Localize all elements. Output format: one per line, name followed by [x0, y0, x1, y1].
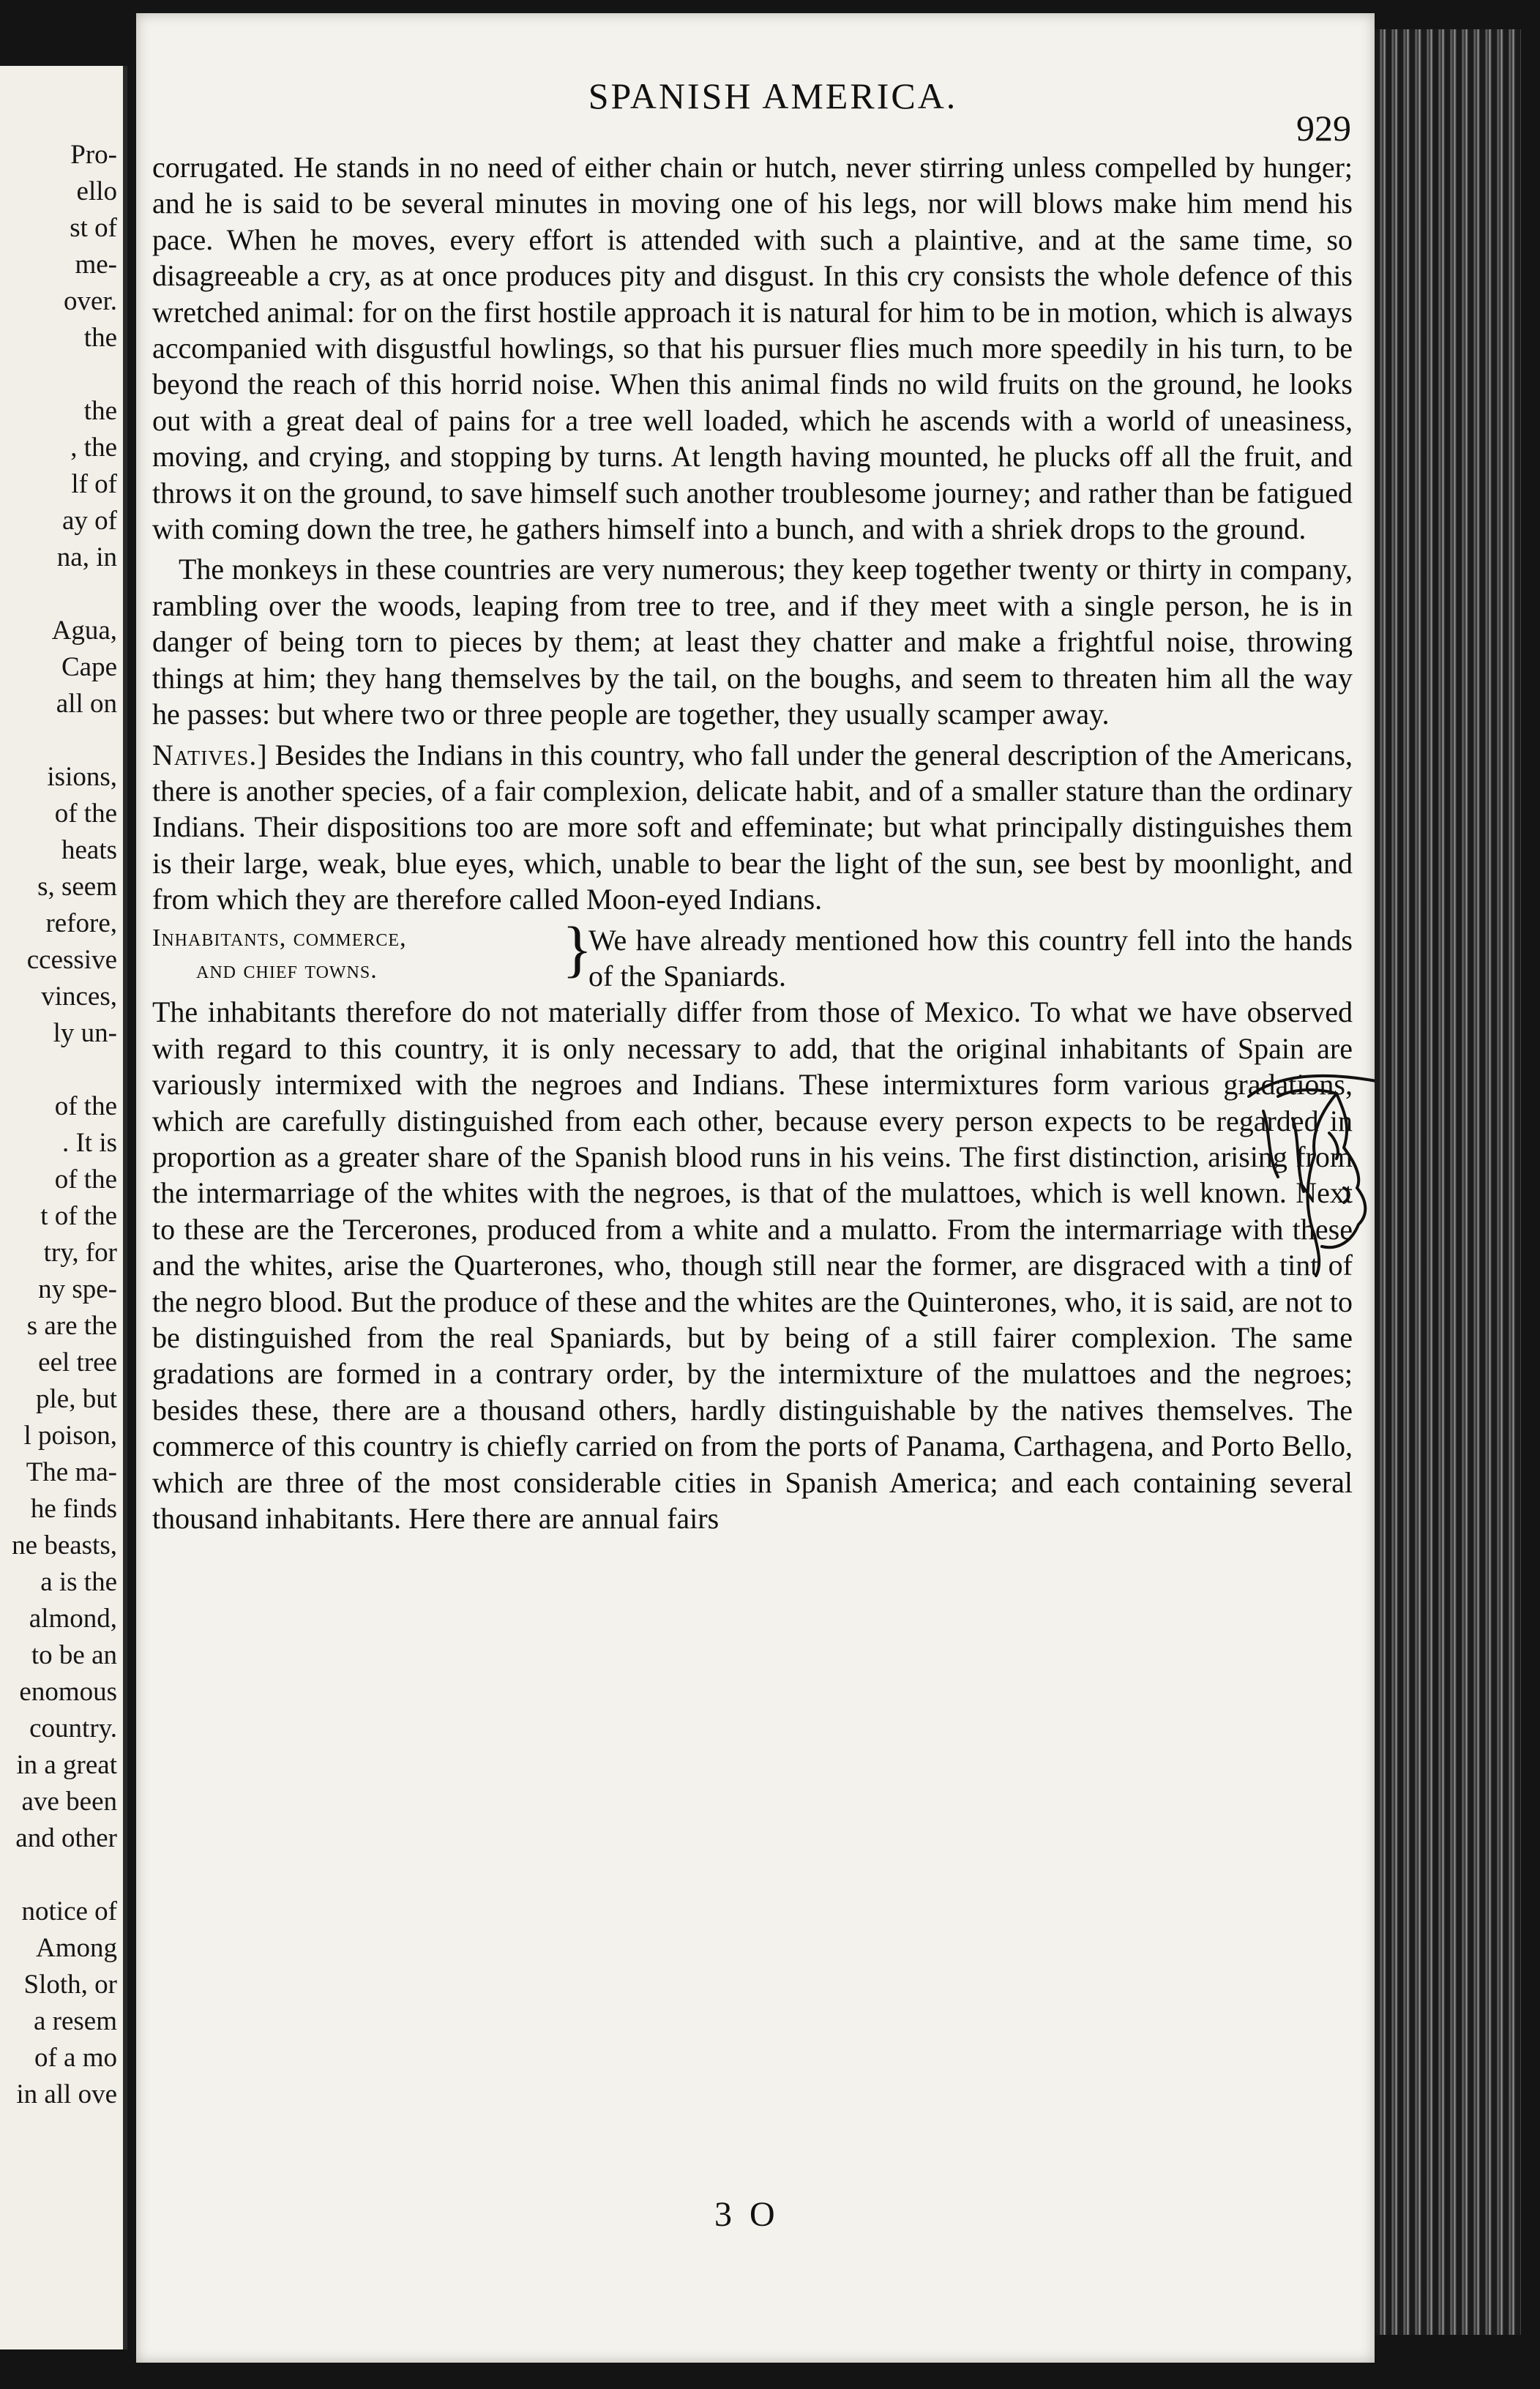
- facing-page-line: The ma-: [26, 1457, 117, 1487]
- facing-page-line: to be an: [31, 1640, 117, 1670]
- section-natives: [152, 737, 1353, 918]
- side-heading-line-2: and chief towns.: [196, 956, 378, 984]
- facing-page-line: of the: [54, 1164, 117, 1194]
- facing-page-line: na, in: [56, 542, 117, 572]
- book-page: [136, 13, 1375, 2363]
- facing-page-line: enomous: [19, 1677, 117, 1707]
- section-heading-natives: Natives.]: [152, 738, 268, 771]
- facing-page-line: t of the: [40, 1201, 117, 1231]
- facing-page-line: Agua,: [51, 616, 117, 646]
- section-inhabitants-heading: [152, 913, 1353, 995]
- facing-page-line: ne beasts,: [12, 1530, 117, 1560]
- facing-page-line: of the: [54, 1091, 117, 1121]
- facing-page-line: and other: [15, 1823, 117, 1853]
- facing-page-line: , the: [70, 433, 117, 463]
- facing-page-line: Among: [36, 1933, 117, 1963]
- facing-page-line: . It is: [61, 1128, 117, 1158]
- facing-page-line: s, seem: [37, 872, 117, 902]
- facing-page-line: lf of: [71, 469, 117, 499]
- facing-page-line: country.: [29, 1713, 117, 1743]
- facing-page-line: isions,: [47, 762, 117, 792]
- facing-page-line: ly un-: [53, 1018, 117, 1048]
- facing-page-line: vinces,: [41, 982, 117, 1012]
- facing-page-line: Sloth, or: [23, 1970, 117, 2000]
- facing-page-line: refore,: [45, 908, 117, 938]
- facing-page-line: of a mo: [34, 2043, 117, 2073]
- facing-page-line: Pro-: [70, 140, 117, 170]
- paragraph-sloth: corrugated. He stands in no need of either chain or hutch, never stirring unless compelled by hunger; and he is said to be several minutes in moving one of his legs, nor will blows make him mend his pace. When he moves, every effort is attended with such a plaintive, and at the same time, so disagreeable a cry, as at once produces pity and disgust. In this cry consists the whole defence of this wretched animal: for on the first hostile approach it is natural for him to be in motion, which is always accompanied with disgustful howlings, so that his pursuer flies much more speedily in his turn, to be beyond the reach of this horrid noise. When this animal finds no wild fruits on the ground, he looks out with a great deal of pains for a tree well loaded, which he ascends with a world of uneasiness, moving, and crying, and stopping by turns. At length having mounted, he plucks off all the fruit, and throws it on the ground, to save himself such another troublesome journey; and rather than be fatigued with coming down the tree, he gathers himself into a bunch, and with a shriek drops to the ground.: [152, 151, 1353, 546]
- facing-page-line: he finds: [30, 1494, 117, 1524]
- running-head: SPANISH AMERICA.: [588, 75, 958, 116]
- facing-page-line: the: [83, 396, 117, 426]
- facing-page-line: heats: [61, 835, 117, 865]
- facing-page-line: ay of: [62, 506, 117, 536]
- facing-page-line: me-: [75, 250, 117, 280]
- page-number: 929: [1296, 108, 1351, 149]
- signature-mark: 3 O: [714, 2195, 780, 2234]
- facing-page-line: ccessive: [26, 945, 117, 975]
- paragraph-monkeys: The monkeys in these countries are very numerous; they keep together twenty or thirty in company, rambling over the woods, leaping from tree to tree, and if they meet with a single person, he is in danger of being torn to pieces by them; at least they chatter and make a frightful noise, throwing things at him; they hang themselves by the tail, on the boughs, and seem to threaten him all the way he passes: but where two or three people are together, they usually scamper away.: [152, 553, 1353, 731]
- facing-page-line: ave been: [21, 1787, 117, 1817]
- natives-text: Besides the Indians in this country, who fall under the general description of the Americans, there is another species, of a fair complexion, delicate habit, and of a smaller stature than the ordinary Indians. Their dispositions too are more soft and effeminate; but what principally distinguishes them is their large, weak, blue eyes, which, unable to bear the light of the sun, see best by moonlight, and from which they are therefore called Moon-eyed Indians.: [152, 738, 1353, 916]
- paragraph-inhabitants: The inhabitants therefore do not materially differ from those of Mexico. To what we have observed with regard to this country, it is only necessary to add, that the original inhabitants of Spain are variously intermixed with the negroes and Indians. These intermixtures form various gradations, which are carefully distinguished from each other, because every person expects to be regarded in proportion as a greater share of the Spanish blood runs in his veins. The first distinction, arising from the intermarriage of the whites with the negroes, is that of the mulattoes, which is well known. Next to these are the Tercerones, produced from a white and a mulatto. From the intermarriage with these and the whites, arise the Quarterones, who, though still near the former, are disgraced with a tint of the negro blood. But the produce of these and the whites are the Quinterones, who, it is said, are not to be distinguished from the real Spaniards, but by being of a still fairer complexion. The same gradations are formed in a contrary order, by the intermixture of the mulattoes and the negroes; besides these, there are a thousand others, hardly distinguishable by the natives themselves. The commerce of this country is chiefly carried on from the ports of Panama, Carthagena, and Porto Bello, which are three of the most considerable cities in Spanish America; and each containing several thousand inhabitants. Here there are annual fairs: [152, 995, 1353, 1536]
- page-body: [152, 149, 1353, 1541]
- facing-page-line: almond,: [29, 1604, 117, 1634]
- facing-page-line: s are the: [26, 1311, 117, 1341]
- facing-page-line: all on: [56, 689, 117, 719]
- facing-page-line: a is the: [40, 1567, 117, 1597]
- facing-page-line: over.: [64, 286, 117, 316]
- facing-page-line: the: [83, 323, 117, 353]
- facing-page-line: of the: [54, 799, 117, 829]
- marginal-sketch-icon: [1234, 1067, 1375, 1279]
- facing-page: [0, 66, 127, 2349]
- facing-page-line: in all ove: [16, 2079, 117, 2109]
- side-heading-line-1: Inhabitants, commerce,: [152, 924, 407, 952]
- inhabitants-first-line: We have already mentioned how this country fell into the hands of the Spaniards.: [588, 923, 1353, 992]
- facing-page-line: eel tree: [38, 1347, 117, 1377]
- facing-page-line: Cape: [61, 652, 117, 682]
- facing-page-line: ello: [76, 176, 117, 206]
- facing-page-line: st of: [70, 213, 117, 243]
- facing-page-line: try, for: [43, 1238, 117, 1268]
- facing-page-line: notice of: [21, 1896, 117, 1926]
- facing-page-line: l poison,: [23, 1421, 117, 1451]
- facing-page-line: ple, but: [36, 1384, 117, 1414]
- page-edges: [1375, 29, 1521, 2335]
- facing-page-line: in a great: [16, 1750, 117, 1780]
- facing-page-line: a resem: [33, 2006, 117, 2036]
- brace-glyph: }: [562, 913, 593, 984]
- facing-page-line: ny spe-: [38, 1274, 117, 1304]
